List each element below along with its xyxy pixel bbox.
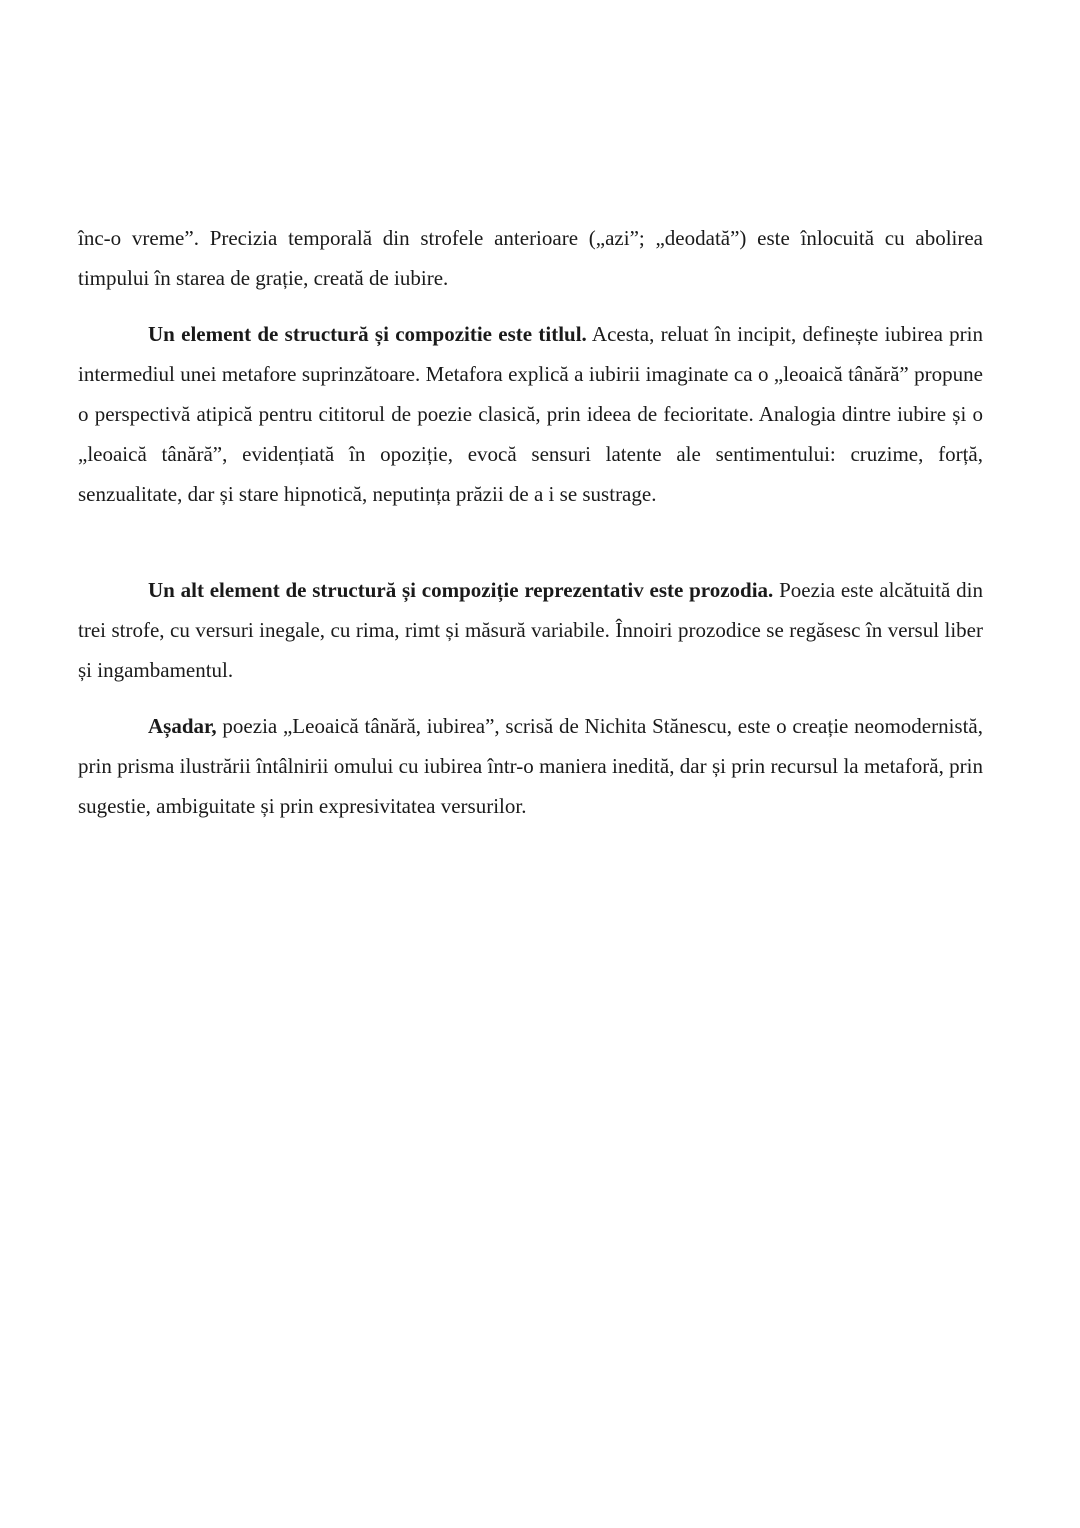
paragraph-4: [78, 706, 983, 826]
paragraph-3: [78, 570, 983, 690]
paragraph-continuation: [78, 218, 983, 298]
paragraph-4-text: poezia „Leoaică tânără, iubirea”, scrisă de Nichita Stănescu, este o creație neomodernistă, prin prisma ilustrării întâlnirii omului cu iubirea într-o maniera inedită, dar și prin recursul la metaforă, prin sugestie, ambiguitate și prin expresivitatea versurilor.: [78, 714, 983, 818]
paragraph-2-text: Acesta, reluat în incipit, definește iubirea prin intermediul unei metafore suprinzătoare. Metafora explică a iubirii imaginate ca o „leoaică tânără” propune o perspectivă atipică pentru cititorul de poezie clasică, prin ideea de fecioritate. Analogia dintre iubire și o „leoaică tânără”, evidențiată în opoziție, evocă sensuri latente ale sentimentului: cruzime, forță, senzualitate, dar și stare hipnotică, neputința prăzii de a i se sustrage.: [78, 322, 983, 506]
paragraph-prosody-section: [78, 570, 983, 690]
paragraph-2-bold-lead: Un element de structură și compozitie este titlul.: [148, 322, 587, 346]
paragraph-1-text: înc-o vreme”. Precizia temporală din strofele anterioare („azi”; „deodată”) este înlocuită cu abolirea timpului în starea de grație, creată de iubire.: [78, 226, 983, 290]
paragraph-conclusion-section: [78, 706, 983, 826]
paragraph-3-bold-lead: Un alt element de structură și compoziție reprezentativ este prozodia.: [148, 578, 774, 602]
paragraph-2: [78, 314, 983, 514]
paragraph-1: [78, 218, 983, 298]
paragraph-title-section: [78, 314, 983, 514]
paragraph-3-text: Poezia este alcătuită din trei strofe, cu versuri inegale, cu rima, rimt și măsură variabile. Înnoiri prozodice se regăsesc în versul liber și ingambamentul.: [78, 578, 983, 682]
paragraph-4-bold-lead: Așadar,: [148, 714, 217, 738]
